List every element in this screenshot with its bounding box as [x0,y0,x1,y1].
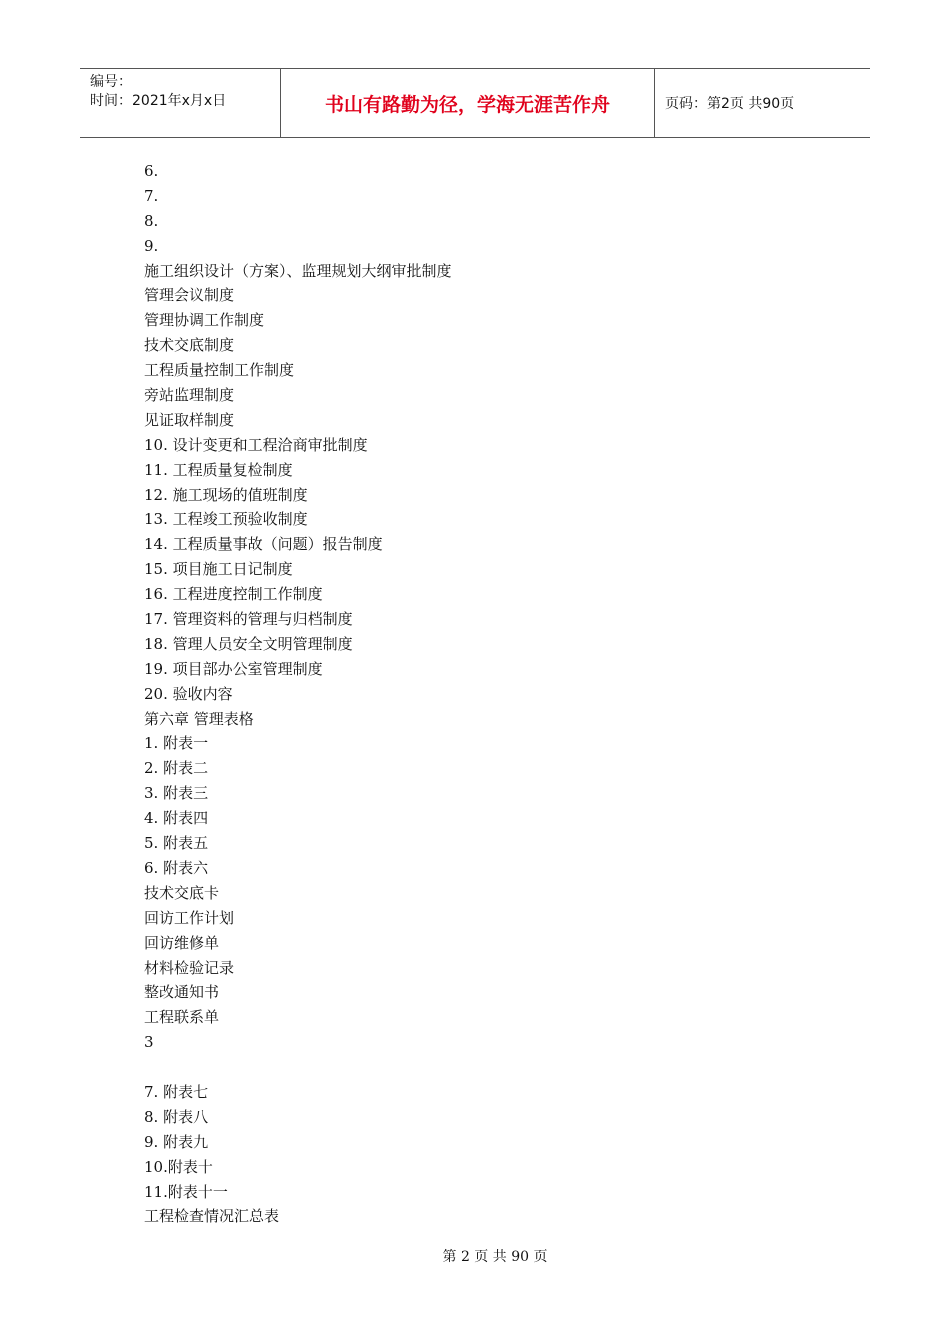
document-body [144,159,844,1229]
toc-line: 技术交底制度 [144,336,235,355]
toc-line: 管理会议制度 [144,286,235,305]
toc-line: 10. 设计变更和工程洽商审批制度 [144,435,368,454]
toc-line: 施工组织设计（方案）、监理规划大纲审批制度 [144,261,452,280]
toc-line: 3. 附表三 [144,784,209,803]
toc-line: 10.附表十 [144,1157,213,1176]
toc-line: 9. [144,236,159,255]
header-meta-cell [80,69,281,137]
toc-line: 2. 附表二 [144,759,209,778]
page-footer: 第 2 页 共 90 页 [442,1249,548,1265]
toc-line: 11. 工程质量复检制度 [144,460,293,479]
toc-line: 14. 工程质量事故（问题）报告制度 [144,535,383,554]
toc-line: 16. 工程进度控制工作制度 [144,585,323,604]
toc-line: 技术交底卡 [144,883,220,902]
toc-line: 旁站监理制度 [144,386,235,405]
toc-line: 19. 项目部办公室管理制度 [144,659,323,678]
toc-line: 6. 附表六 [144,858,209,877]
toc-line: 18. 管理人员安全文明管理制度 [144,634,353,653]
toc-line: 第六章 管理表格 [144,709,254,728]
toc-line: 12. 施工现场的值班制度 [144,485,308,504]
toc-line: 9. 附表九 [144,1132,209,1151]
toc-line: 15. 项目施工日记制度 [144,560,293,579]
toc-line: 7. [144,186,159,205]
toc-line: 见证取样制度 [144,410,235,429]
blank-line [144,1055,844,1080]
toc-line: 工程质量控制工作制度 [144,361,295,380]
toc-line: 工程检查情况汇总表 [144,1207,280,1226]
header-page-label: 页码：第2页 共90页 [665,96,795,112]
toc-line: 8. [144,211,159,230]
toc-line: 1. 附表一 [144,734,209,753]
toc-line: 17. 管理资料的管理与归档制度 [144,610,353,629]
page-header [80,68,870,138]
toc-line: 20. 验收内容 [144,684,233,703]
header-motto: 书山有路勤为径，学海无涯苦作舟 [324,93,610,116]
toc-line: 5. 附表五 [144,834,209,853]
toc-line: 回访工作计划 [144,908,235,927]
toc-line: 11.附表十一 [144,1182,228,1201]
document-time-label: 时间：2021年x月x日 [90,93,227,109]
toc-line: 6. [144,162,159,180]
toc-line: 4. 附表四 [144,809,209,828]
toc-line: 整改通知书 [144,983,220,1002]
toc-line: 13. 工程竣工预验收制度 [144,510,308,529]
toc-line: 管理协调工作制度 [144,311,265,330]
toc-line: 工程联系单 [144,1008,220,1027]
header-page-cell [655,69,870,137]
toc-line: 7. 附表七 [144,1082,209,1101]
header-motto-cell [281,69,655,137]
toc-line: 3 [144,1033,154,1052]
document-code-label: 编号： [90,74,132,90]
toc-line: 8. 附表八 [144,1107,209,1126]
toc-line: 材料检验记录 [144,958,235,977]
toc-line: 回访维修单 [144,933,220,952]
